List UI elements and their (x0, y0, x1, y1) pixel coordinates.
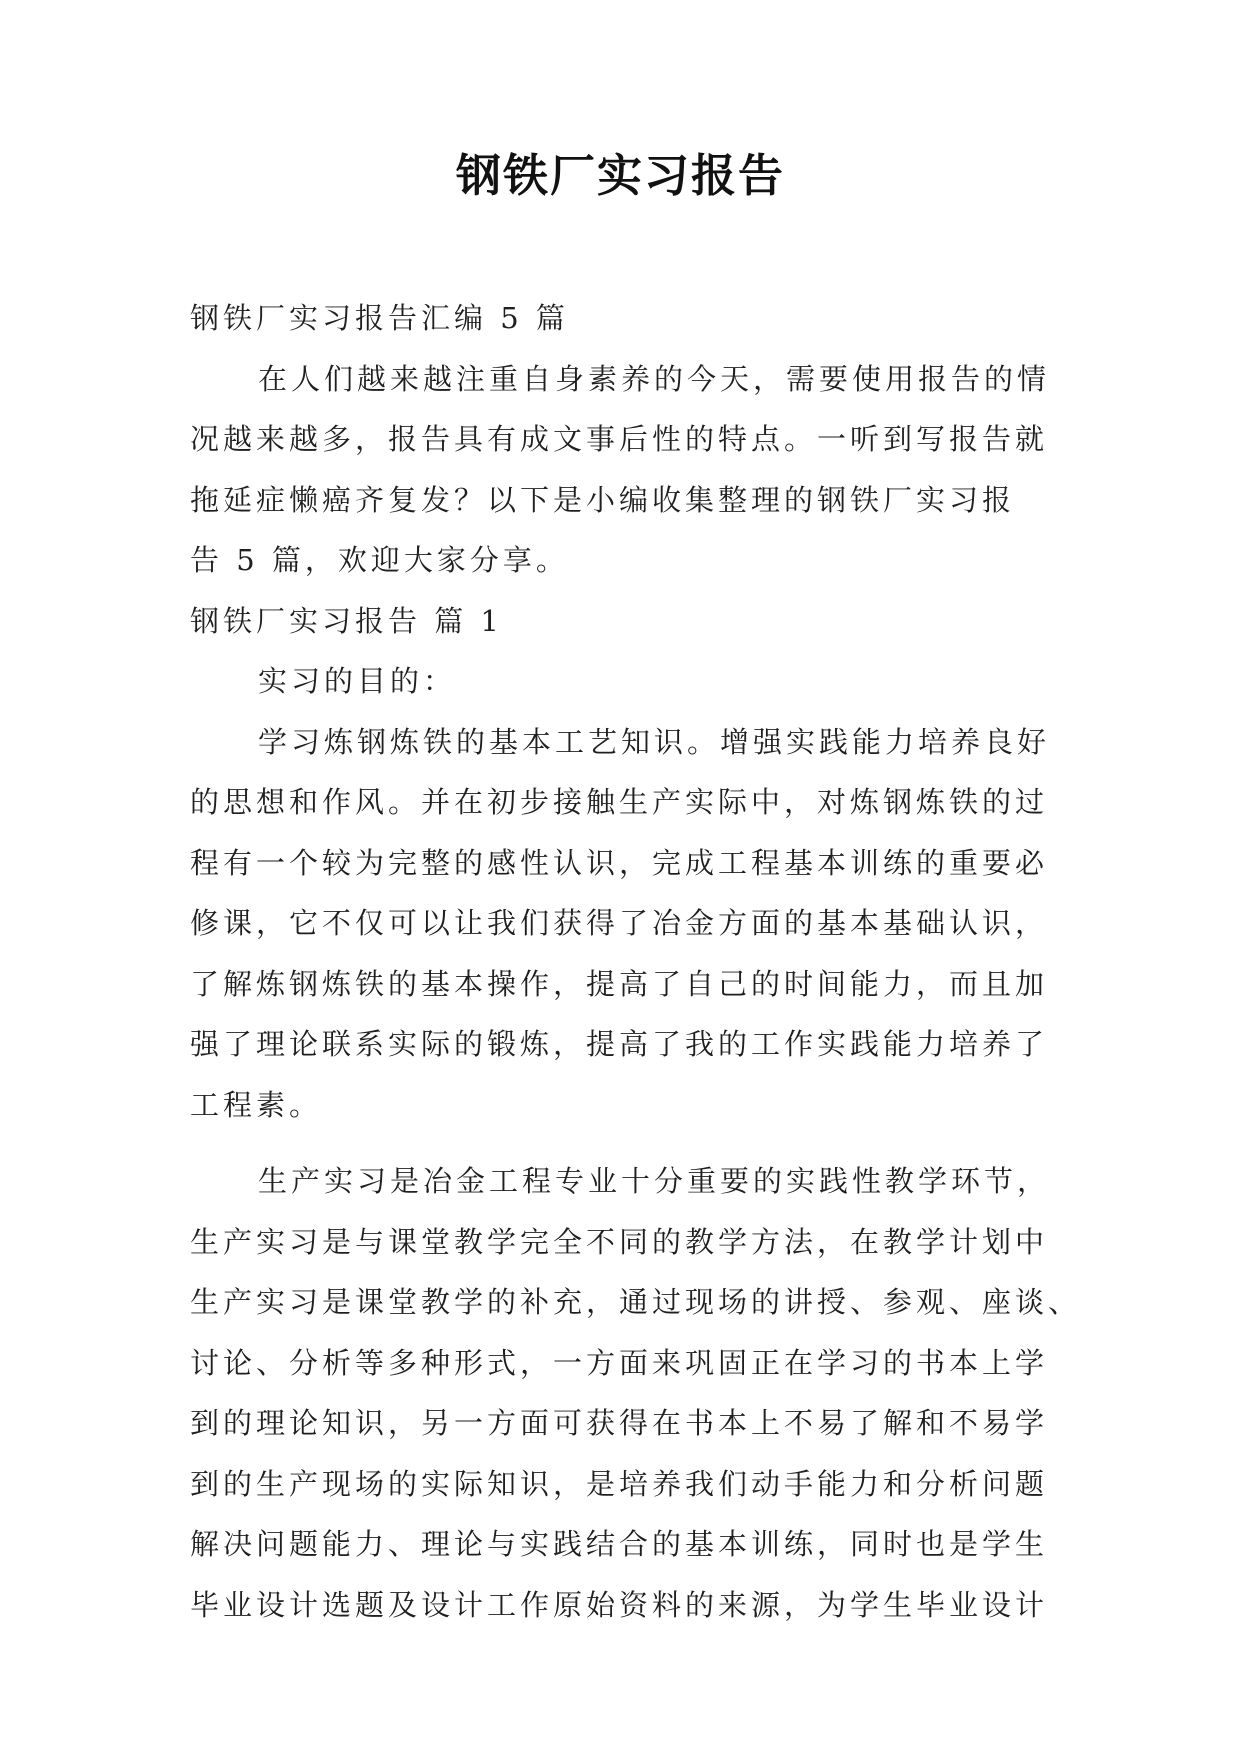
paragraph-gap (190, 1135, 1060, 1151)
text-line: 修课，它不仅可以让我们获得了冶金方面的基本基础认识， (190, 906, 1049, 940)
text-line: 告 5 篇，欢迎大家分享。 (190, 543, 569, 577)
text-line: 程有一个较为完整的感性认识，完成工程基本训练的重要必 (190, 845, 1049, 880)
text-line: 强了理论联系实际的锻炼，提高了我的工作实践能力培养了 (190, 1027, 1049, 1061)
text-line: 了解炼钢炼铁的基本操作，提高了自己的时间能力，而且加 (190, 966, 1049, 1001)
text-line: 拖延症懒癌齐复发？以下是小编收集整理的钢铁厂实习报 (190, 482, 1016, 517)
text-line: 实习的目的： (258, 664, 457, 698)
text-line: 学习炼钢炼铁的基本工艺知识。增强实践能力培养良好 (258, 724, 1051, 759)
text-line: 生产实习是课堂教学的补充，通过现场的讲授、参观、座谈、 (190, 1285, 1082, 1319)
text-line: 解决问题能力、理论与实践结合的基本训练，同时也是学生 (190, 1527, 1049, 1561)
text-line: 到的生产现场的实际知识，是培养我们动手能力和分析问题 (190, 1466, 1049, 1501)
text-line: 讨论、分析等多种形式，一方面来巩固正在学习的书本上学 (190, 1345, 1049, 1380)
text-line: 钢铁厂实习报告汇编 5 篇 (190, 301, 569, 335)
text-line: 工程素。 (190, 1087, 323, 1122)
text-line: 生产实习是与课堂教学完全不同的教学方法，在教学计划中 (190, 1224, 1049, 1259)
document-body (190, 288, 1082, 1635)
text-line: 生产实习是冶金工程专业十分重要的实践性教学环节， (258, 1164, 1051, 1198)
text-line: 的思想和作风。并在初步接触生产实际中，对炼钢炼铁的过 (190, 785, 1049, 819)
document-title: 钢铁厂实习报告 (455, 149, 785, 202)
text-line: 钢铁厂实习报告 篇 1 (190, 603, 503, 638)
text-line: 到的理论知识，另一方面可获得在书本上不易了解和不易学 (190, 1406, 1049, 1440)
text-line: 况越来越多，报告具有成文事后性的特点。一听到写报告就 (190, 422, 1049, 456)
text-line: 毕业设计选题及设计工作原始资料的来源，为学生毕业设计 (190, 1587, 1049, 1622)
text-line: 在人们越来越注重自身素养的今天，需要使用报告的情 (258, 361, 1051, 396)
